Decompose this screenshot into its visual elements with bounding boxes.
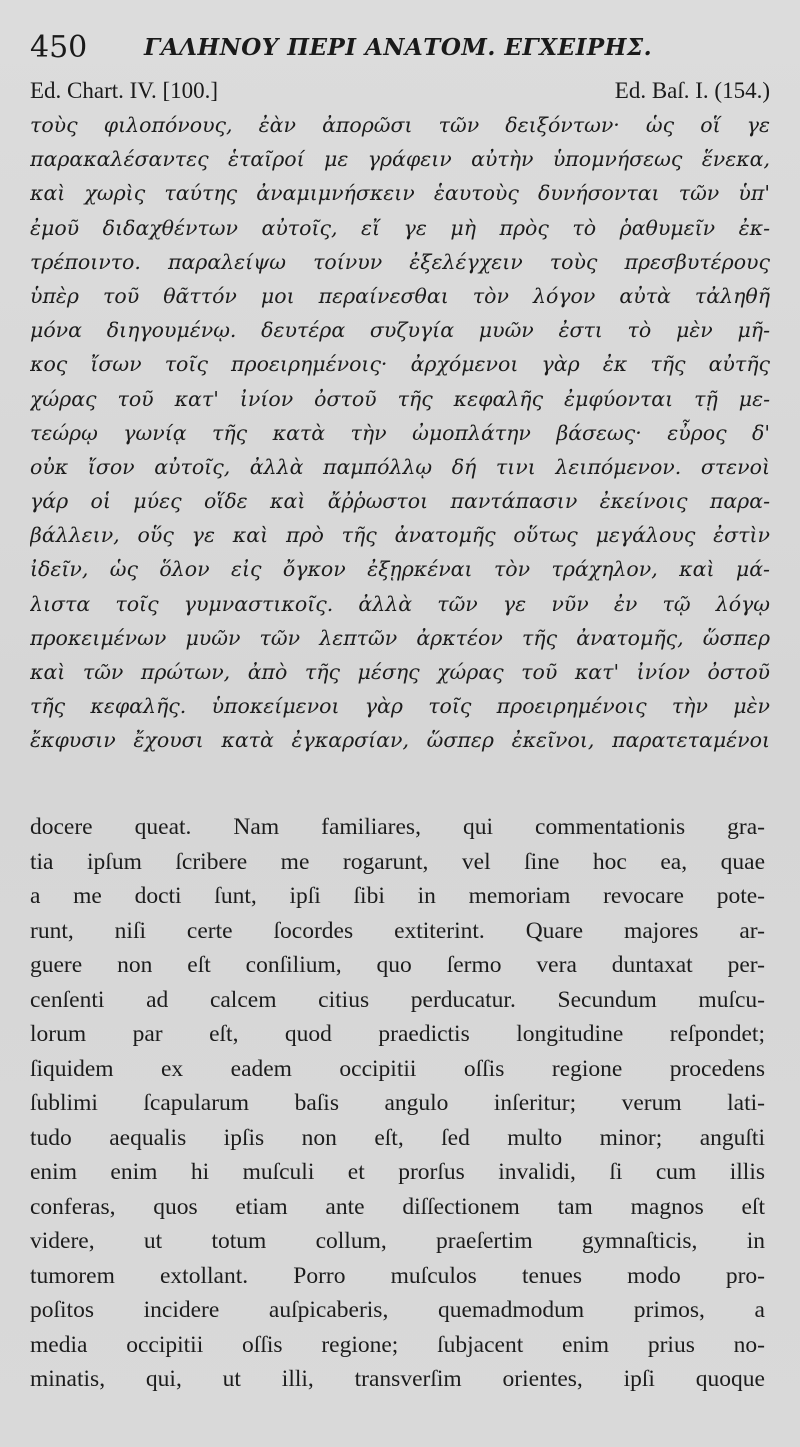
latin-line: docere queat. Nam familiares, qui commentationis gra-	[30, 814, 765, 840]
latin-line: ſublimi ſcapularum baſis angulo inſeritur; verum lati-	[30, 1090, 765, 1116]
running-title: ΓΑΛΗΝΟΥ ΠΕΡΙ ΑΝΑΤΟΜ. ΕΓΧΕΙΡΗΣ.	[144, 34, 653, 61]
greek-line: χώρας τοῦ κατ' ἰνίον ὀστοῦ τῆς κεφαλῆς ἐμφύονται τῇ με-	[30, 386, 770, 411]
greek-line: τεώρῳ γωνίᾳ τῆς κατὰ τὴν ὠμοπλάτην βάσεως· εὖρος δ'	[30, 420, 770, 445]
latin-line: minatis, qui, ut illi, transverſim orientes, ipſi quoque	[30, 1366, 765, 1392]
latin-line: a me docti ſunt, ipſi ſibi in memoriam revocare pote-	[30, 883, 765, 909]
latin-line: enim enim hi muſculi et prorſus invalidi, ſi cum illis	[30, 1159, 765, 1185]
greek-line: ὑπὲρ τοῦ θᾶττόν μοι περαίνεσθαι τὸν λόγον αὐτὰ τἀληθῆ	[30, 283, 770, 308]
latin-line: videre, ut totum collum, praeſertim gymnaſticis, in	[30, 1228, 765, 1254]
latin-line: cenſenti ad calcem citius perducatur. Secundum muſcu-	[30, 986, 765, 1013]
latin-line: guere non eſt conſilium, quo ſermo vera duntaxat per-	[30, 952, 765, 978]
greek-line: βάλλειν, οὕς γε καὶ πρὸ τῆς ἀνατομῆς οὕτως μεγάλους ἐστὶν	[30, 523, 770, 548]
page-header	[30, 30, 775, 74]
latin-line: lorum par eſt, quod praedictis longitudine reſpondet;	[30, 1021, 765, 1047]
greek-line: καὶ χωρὶς ταύτης ἀναμιμνήσκειν ἑαυτοὺς δυνήσονται τῶν ὑπ'	[30, 181, 770, 206]
edition-reference-line	[30, 78, 770, 108]
greek-line: κος ἴσων τοῖς προειρημένοις· ἀρχόμενοι γὰρ ἐκ τῆς αὐτῆς	[30, 352, 770, 377]
latin-line: conferas, quos etiam ante diſſectionem tam magnos eſt	[30, 1193, 765, 1220]
greek-text-block	[30, 108, 770, 758]
latin-line: tumorem extollant. Porro muſculos tenues modo pro-	[30, 1262, 765, 1289]
greek-line: μόνα διηγουμένῳ. δευτέρα συζυγία μυῶν ἐστι τὸ μὲν μῆ-	[30, 318, 770, 343]
edition-chartier-reference: Ed. Chart. IV. [100.]	[30, 78, 219, 103]
latin-text-block	[30, 810, 765, 1397]
greek-line: γάρ οἱ μύες οἵδε καὶ ἄῤῥωστοι παντάπασιν ἐκείνοις παρα-	[30, 489, 770, 514]
greek-line: οὐκ ἴσον αὐτοῖς, ἀλλὰ παμπόλλῳ δή τινι λειπόμενον. στενοὶ	[30, 454, 770, 479]
latin-line: poſitos incidere auſpicaberis, quemadmodum primos, a	[30, 1297, 765, 1323]
greek-line: τῆς κεφαλῆς. ὑποκείμενοι γὰρ τοῖς προειρημένοις τὴν μὲν	[30, 694, 770, 719]
edition-basel-reference: Ed. Baſ. I. (154.)	[614, 78, 770, 103]
greek-line: ἔκφυσιν ἔχουσι κατὰ ἐγκαρσίαν, ὥσπερ ἐκεῖνοι, παρατεταμένοι	[30, 728, 770, 753]
greek-line: προκειμένων μυῶν τῶν λεπτῶν ἀρκτέον τῆς ἀνατομῆς, ὥσπερ	[30, 625, 770, 650]
latin-line: media occipitii oſſis regione; ſubjacent enim prius no-	[30, 1331, 765, 1358]
latin-line: runt, niſi certe ſocordes extiterint. Quare majores ar-	[30, 917, 765, 944]
latin-line: tia ipſum ſcribere me rogarunt, vel ſine hoc ea, quae	[30, 848, 765, 875]
greek-line: τρέποιντο. παραλείψω τοίνυν ἐξελέγχειν τοὺς πρεσβυτέρους	[30, 249, 770, 274]
greek-line: παρακαλέσαντες ἑταῖροί με γράφειν αὐτὴν ὑπομνήσεως ἕνεκα,	[30, 147, 770, 172]
latin-line: tudo aequalis ipſis non eſt, ſed multo minor; anguſti	[30, 1124, 765, 1151]
latin-line: ſiquidem ex eadem occipitii oſſis regione procedens	[30, 1055, 765, 1082]
greek-line: ἐμοῦ διδαχθέντων αὐτοῖς, εἴ γε μὴ πρὸς τὸ ῥαθυμεῖν ἐκ-	[30, 215, 770, 240]
greek-line: καὶ τῶν πρώτων, ἀπὸ τῆς μέσης χώρας τοῦ κατ' ἰνίον ὀστοῦ	[30, 660, 770, 684]
greek-line: ἰδεῖν, ὡς ὅλον εἰς ὄγκον ἐξῃρκέναι τὸν τράχηλον, καὶ μά-	[30, 557, 770, 582]
greek-line: τοὺς φιλοπόνους, ἐὰν ἀπορῶσι τῶν δειξόντων· ὡς οἵ γε	[30, 113, 770, 137]
greek-line: λιστα τοῖς γυμναστικοῖς. ἀλλὰ τῶν γε νῦν ἐν τῷ λόγῳ	[30, 591, 770, 616]
page-number: 450	[30, 30, 88, 65]
